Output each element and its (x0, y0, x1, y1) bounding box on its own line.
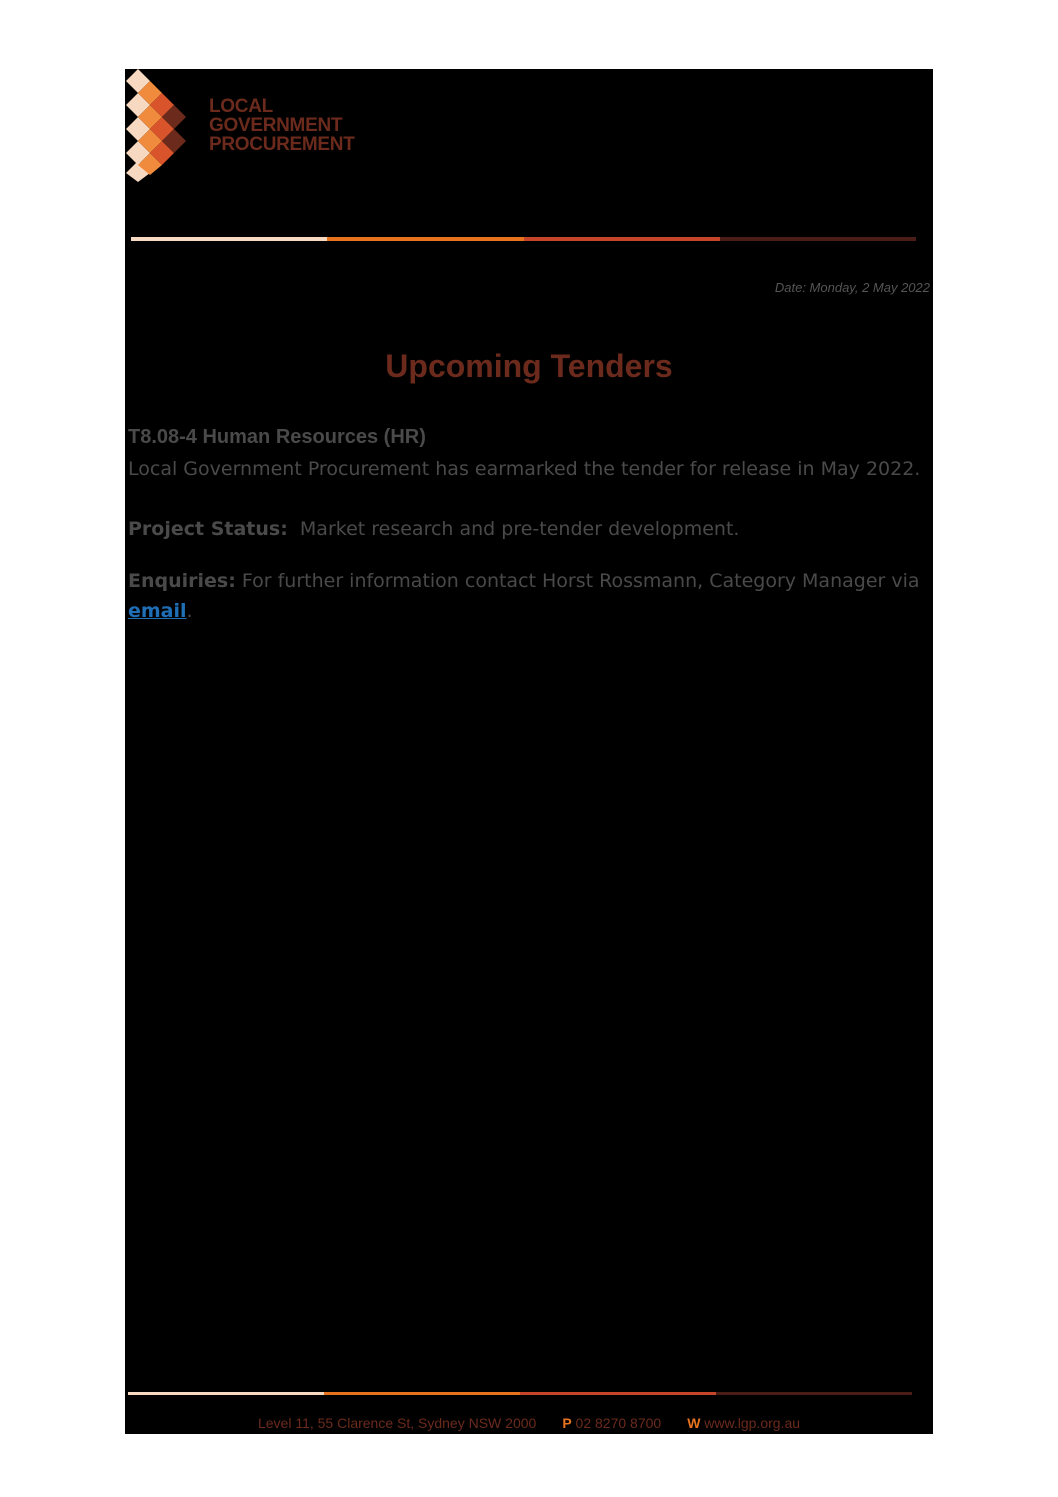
document-date: Date: Monday, 2 May 2022 (774, 280, 930, 295)
logo-line-government: GOVERNMENT (209, 115, 343, 136)
divider-segment (524, 237, 720, 241)
footer-web[interactable]: www.lgp.org.au (704, 1415, 801, 1431)
content-area (125, 69, 933, 1434)
enquiries (128, 566, 930, 626)
footer (125, 1415, 933, 1431)
tender-description: Local Government Procurement has earmarked the tender for release in May 2022. (128, 458, 921, 480)
lgp-logo (125, 69, 395, 184)
footer-phone: 02 8270 8700 (575, 1415, 662, 1431)
page-title: Upcoming Tenders (385, 348, 673, 384)
divider-segment (131, 237, 327, 241)
logo-wordmark (209, 97, 355, 154)
footer-web-key: W (687, 1415, 701, 1431)
logo-line-procurement: PROCUREMENT (209, 134, 355, 155)
enquiries-end: . (186, 600, 193, 622)
footer-address: Level 11, 55 Clarence St, Sydney NSW 2000 (257, 1415, 537, 1431)
project-status (128, 514, 930, 544)
divider-segment (324, 1392, 520, 1395)
divider-segment (128, 1392, 324, 1395)
logo-line-local: LOCAL (209, 96, 273, 117)
email-link[interactable]: email (128, 600, 187, 622)
project-status-value: Market research and pre-tender development. (299, 518, 740, 540)
divider-segment (720, 237, 916, 241)
project-status-label: Project Status: (128, 518, 288, 540)
enquiries-text: For further information contact Horst Rossmann, Category Manager via (241, 570, 920, 592)
footer-divider (128, 1392, 912, 1395)
divider-segment (327, 237, 523, 241)
divider-segment (716, 1392, 912, 1395)
logo-chevron-icon (125, 69, 205, 184)
enquiries-label: Enquiries: (128, 570, 236, 592)
divider-segment (520, 1392, 716, 1395)
tender-heading: T8.08-4 Human Resources (HR) (128, 426, 426, 448)
footer-phone-key: P (562, 1415, 572, 1431)
header-divider (131, 237, 916, 241)
